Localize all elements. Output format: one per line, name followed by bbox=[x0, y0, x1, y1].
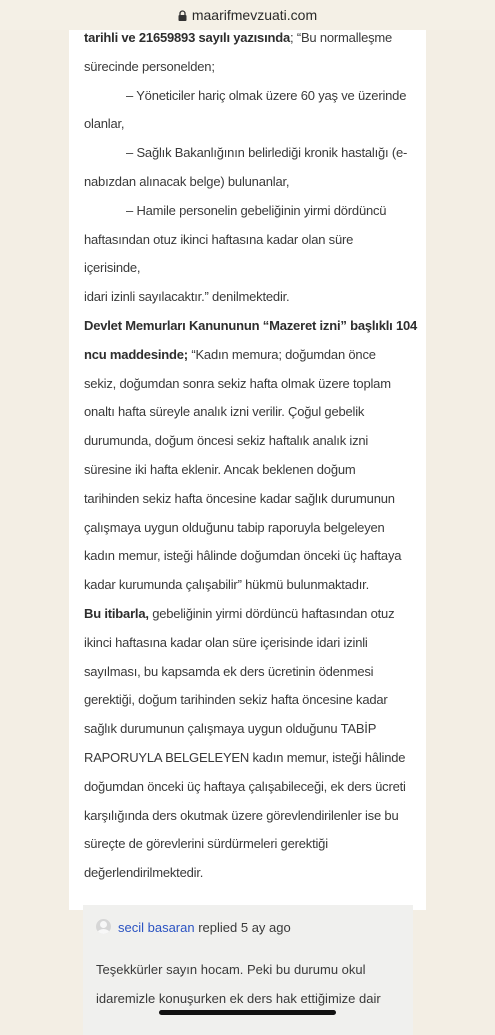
text: sayılması, bu kapsamda ek ders ücretinin ödenmesi bbox=[84, 663, 374, 679]
text: gerektiği, doğum tarihinden sekiz hafta öncesine kadar bbox=[84, 692, 388, 708]
comment-author-link[interactable]: secil basaran bbox=[118, 920, 195, 935]
text: tarihinden sekiz hafta öncesine kadar sağlık durumunun bbox=[84, 490, 395, 506]
comment-text-line: Teşekkürler sayın hocam. Peki bu durumu okul bbox=[96, 962, 366, 977]
text: sekiz, doğumdan sonra sekiz hafta olmak üzere toplam bbox=[84, 375, 391, 391]
text: – Sağlık Bakanlığının belirlediği kronik hastalığı (e- bbox=[126, 145, 408, 161]
text: “Kadın memura; doğumdan önce bbox=[187, 346, 376, 362]
avatar bbox=[96, 919, 111, 934]
article-line bbox=[84, 865, 203, 880]
address-bar[interactable] bbox=[0, 0, 495, 30]
article-line bbox=[126, 203, 386, 218]
text: sürecinde personelden; bbox=[84, 58, 215, 74]
text: onaltı hafta süreyle analık izni verilir. Çoğul gebelik bbox=[84, 404, 365, 420]
article-line bbox=[84, 116, 124, 131]
article-line bbox=[84, 721, 376, 736]
text: içerisinde, bbox=[84, 260, 141, 276]
article-line bbox=[84, 779, 406, 794]
article-line bbox=[84, 750, 405, 765]
text: ; “Bu normalleşme bbox=[290, 30, 393, 45]
article-line bbox=[84, 520, 385, 535]
text: – Yöneticiler hariç olmak üzere 60 yaş ve üzerinde bbox=[126, 87, 407, 103]
article-line bbox=[84, 232, 353, 247]
article-line bbox=[84, 174, 289, 189]
text: sağlık durumunun çalışmaya uygun olduğunu TABİP bbox=[84, 721, 377, 737]
comment-meta: replied 5 ay ago bbox=[194, 920, 291, 935]
text: çalışmaya uygun olduğunu tabip raporuyla belgeleyen bbox=[84, 519, 385, 535]
text: kadın memur, isteği hâlinde doğumdan önceki üç haftaya bbox=[84, 548, 402, 564]
article-line bbox=[84, 577, 369, 592]
bold-text: Bu itibarla, bbox=[84, 606, 149, 621]
text: RAPORUYLA BELGELEYEN kadın memur, isteği hâlinde bbox=[84, 750, 406, 765]
bold-text: tarihli ve 21659893 sayılı yazısında bbox=[84, 30, 290, 45]
bold-text: Devlet Memurları Kanununun “Mazeret izni” başlıklı 104 bbox=[84, 318, 418, 333]
home-indicator bbox=[159, 1010, 336, 1015]
article-line bbox=[84, 376, 391, 391]
article-line bbox=[84, 260, 140, 275]
article-line bbox=[84, 347, 376, 362]
article-line bbox=[84, 433, 368, 448]
article-line bbox=[84, 606, 394, 621]
article-line bbox=[84, 318, 417, 333]
text: gebeliğinin yirmi dördüncü haftasından otuz bbox=[148, 606, 395, 621]
comment-header bbox=[118, 920, 291, 935]
article-line bbox=[84, 491, 395, 506]
text: ikinci haftasına kadar olan süre içerisinde idari izinli bbox=[84, 634, 368, 650]
article-line bbox=[84, 289, 289, 304]
article-line bbox=[84, 404, 364, 419]
text: haftasından otuz ikinci haftasına kadar olan süre bbox=[84, 231, 354, 247]
article-line bbox=[84, 664, 373, 679]
text: doğumdan önceki üç haftaya çalışabileceği, ek ders ücreti bbox=[84, 778, 406, 794]
article-line bbox=[126, 88, 406, 103]
article-line bbox=[126, 145, 407, 160]
text: kadar kurumunda çalışabilir” hükmü bulunmaktadır. bbox=[84, 577, 370, 593]
article-line bbox=[84, 548, 401, 563]
url-text: maarifmevzuati.com bbox=[191, 7, 318, 23]
text: nabızdan alınacak belge) bulunanlar, bbox=[84, 174, 290, 189]
bold-text: ncu maddesinde; bbox=[84, 346, 188, 362]
article-line bbox=[84, 635, 368, 650]
article-line bbox=[84, 692, 388, 707]
comment-text-line: idaremizle konuşurken ek ders hak ettiğimize dair bbox=[96, 991, 381, 1006]
text: idari izinli sayılacaktır.” denilmektedir. bbox=[84, 289, 290, 305]
article-line bbox=[84, 30, 392, 45]
article-line bbox=[84, 462, 356, 477]
text: karşılığında ders okutmak üzere görevlendirilenler ise bu bbox=[84, 807, 399, 823]
text: süresine iki hafta eklenir. Ancak beklenen doğum bbox=[84, 462, 356, 477]
article-line bbox=[84, 836, 328, 851]
text: olanlar, bbox=[84, 116, 125, 132]
text: değerlendirilmektedir. bbox=[84, 865, 204, 881]
text: süreçte de görevlerini sürdürmeleri gerektiği bbox=[84, 836, 328, 852]
article-line bbox=[84, 808, 399, 823]
lock-icon bbox=[178, 10, 187, 21]
text: – Hamile personelin gebeliğinin yirmi dördüncü bbox=[126, 202, 387, 218]
text: durumunda, doğum öncesi sekiz haftalık analık izni bbox=[84, 433, 369, 449]
article-line bbox=[84, 59, 215, 74]
